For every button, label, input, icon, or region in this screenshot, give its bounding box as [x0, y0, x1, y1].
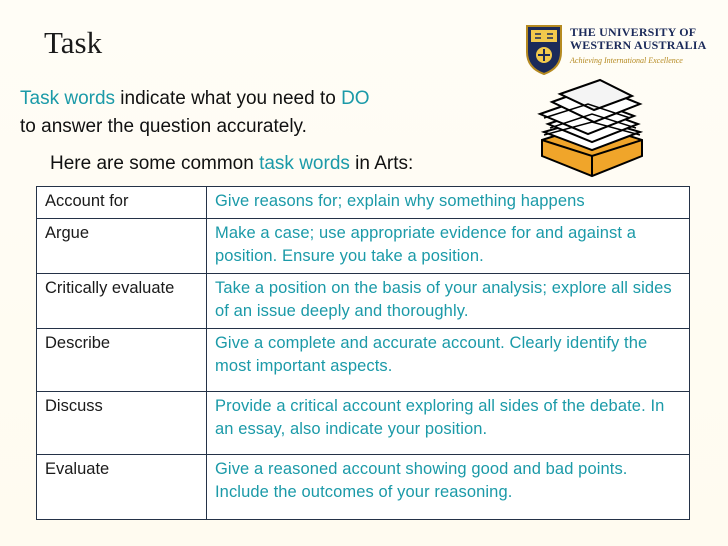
intro-line-2: to answer the question accurately. — [20, 116, 307, 137]
table-row — [37, 274, 690, 329]
university-motto: Achieving International Excellence — [570, 56, 683, 65]
table-row — [37, 455, 690, 520]
term-cell: Account for — [37, 187, 207, 219]
definition-cell: Give a reasoned account showing good and bad points. Include the outcomes of your reasoning. — [207, 455, 690, 520]
definition-cell: Take a position on the basis of your analysis; explore all sides of an issue deeply and thoroughly. — [207, 274, 690, 329]
table-row — [37, 187, 690, 219]
definition-cell: Give reasons for; explain why something happens — [207, 187, 690, 219]
crest-icon — [523, 22, 565, 76]
definition-cell: Give a complete and accurate account. Clearly identify the most important aspects. — [207, 329, 690, 392]
paper-stack-icon — [530, 78, 648, 182]
term-cell: Describe — [37, 329, 207, 392]
intro-highlight-do: DO — [341, 88, 370, 109]
university-logo — [523, 20, 723, 78]
definition-cell: Make a case; use appropriate evidence for and against a position. Ensure you take a position. — [207, 219, 690, 274]
task-words-table — [36, 186, 690, 520]
table-row — [37, 392, 690, 455]
table-row — [37, 329, 690, 392]
intro-middle-text: indicate what you need to — [115, 88, 342, 109]
intro-line-1 — [20, 85, 370, 113]
term-cell: Critically evaluate — [37, 274, 207, 329]
slide-title: Task — [44, 25, 103, 60]
term-cell: Discuss — [37, 392, 207, 455]
subintro-highlight: task words — [259, 153, 350, 174]
table-row — [37, 219, 690, 274]
subintro-suffix: in Arts: — [349, 153, 414, 174]
intro-text — [20, 85, 370, 141]
university-name-line2: WESTERN AUSTRALIA — [570, 38, 707, 52]
subintro-prefix: Here are some common — [50, 153, 260, 174]
university-name-line1: THE UNIVERSITY OF — [570, 25, 697, 39]
subintro-text — [50, 153, 413, 175]
definition-cell: Provide a critical account exploring all sides of the debate. In an essay, also indicate your position. — [207, 392, 690, 455]
term-cell: Evaluate — [37, 455, 207, 520]
university-name — [570, 26, 706, 52]
intro-highlight-task-words: Task words — [20, 88, 116, 109]
term-cell: Argue — [37, 219, 207, 274]
